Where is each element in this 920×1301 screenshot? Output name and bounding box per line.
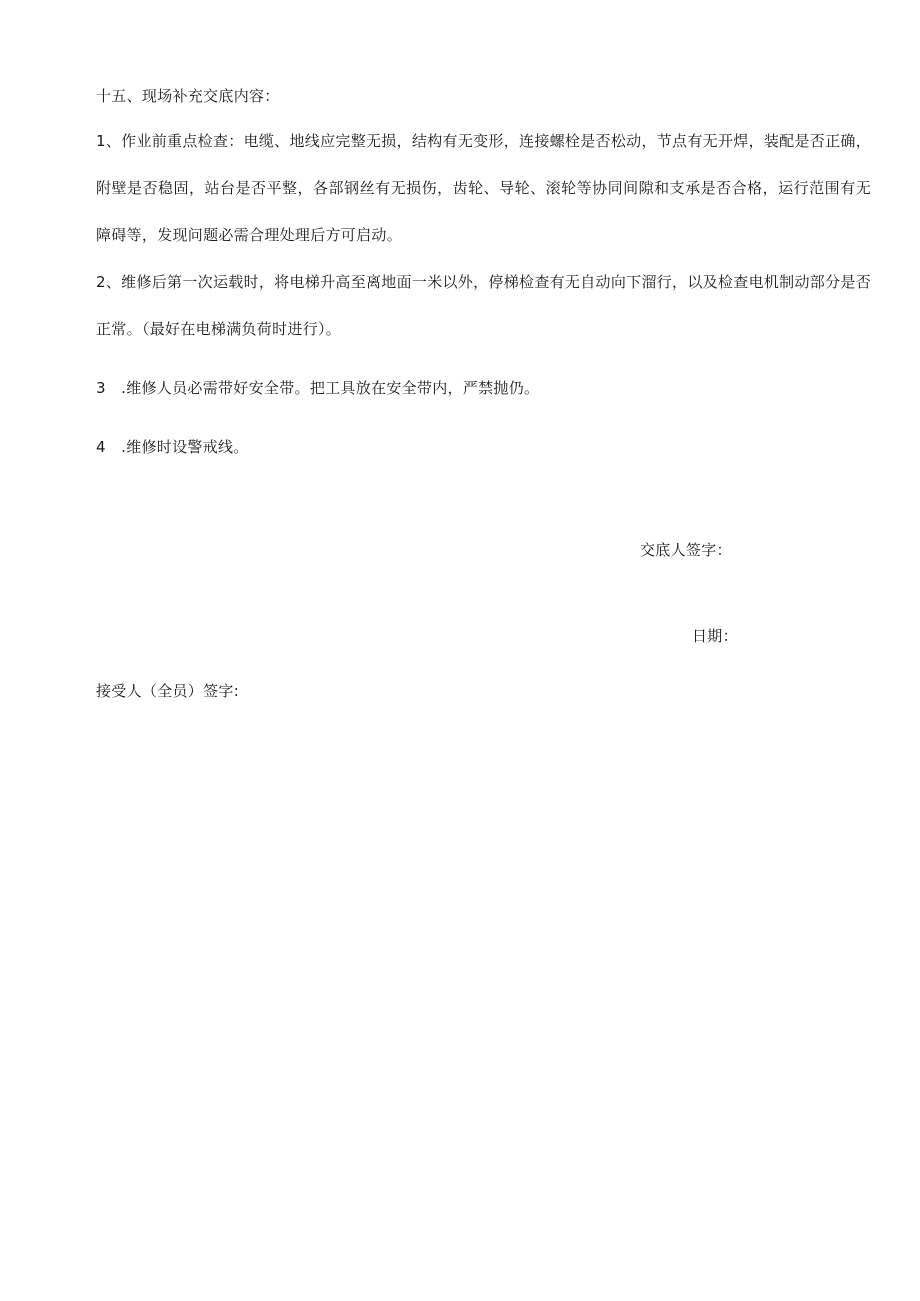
item-1-inspection: 1、作业前重点检查：电缆、地线应完整无损，结构有无变形，连接螺栓是否松动，节点有无开焊，装配是否正确，附壁是否稳固，站台是否平整，各部钢丝有无损伤，齿轮、导轮、滚轮等协同间隙和支承是否合格，运行范围有无障碍等，发现问题必需合理处理后方可启动。 [96, 132, 871, 244]
item-3-safety-belt: 3 .维修人员必需带好安全带。把工具放在安全带内，严禁抛仍。 [96, 379, 540, 397]
section-heading: 十五、现场补充交底内容： [96, 87, 280, 105]
date-label: 日期： [692, 627, 738, 645]
receiver-signature-label: 接受人（全员）签字: [96, 682, 240, 700]
item-2-first-run-check: 2、维修后第一次运载时，将电梯升高至离地面一米以外，停梯检查有无自动向下溜行，以及检查电机制动部分是否正常。（最好在电梯满负荷时进行）。 [96, 273, 871, 338]
presenter-signature-label: 交底人签字： [640, 541, 732, 559]
item-4-warning-line: 4 .维修时设警戒线。 [96, 438, 249, 456]
